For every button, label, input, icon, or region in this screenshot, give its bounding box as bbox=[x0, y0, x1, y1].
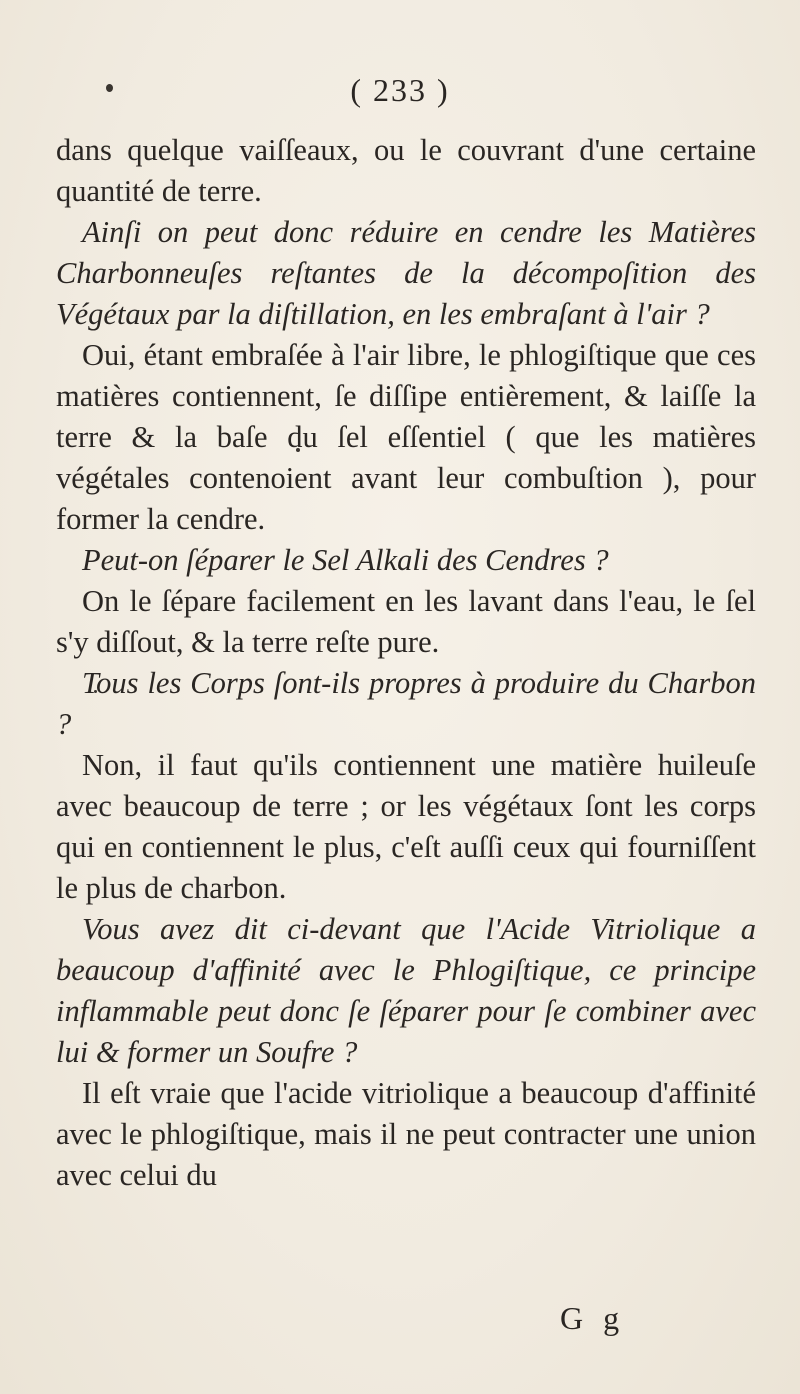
page-text bbox=[56, 130, 756, 1196]
signature-mark: G g bbox=[560, 1300, 626, 1336]
answer-1: Oui, étant embraſée à l'air libre, le phlogiſtique que ces matières contiennent, ſe diſſipe entièrement, & laiſſe la terre & la baſe du ſel eſſentiel ( que les matières végétales contenoient avant leur combuſtion ), pour former la cendre. bbox=[56, 338, 756, 536]
paragraph-continuation: dans quelque vaiſſeaux, ou le couvrant d'une certaine quantité de terre. bbox=[56, 133, 756, 208]
question-2: Peut-on ſéparer le Sel Alkali des Cendres ? bbox=[82, 543, 609, 577]
page-number: ( 233 ) bbox=[350, 72, 450, 108]
answer-3: Non, il faut qu'ils contiennent une matière huileuſe avec beaucoup de terre ; or les végétaux ſont les corps qui en contiennent le plus, c'eſt auſſi ceux qui fourniſſent le plus de charbon. bbox=[56, 748, 756, 905]
question-4: Vous avez dit ci-devant que l'Acide Vitriolique a beaucoup d'affinité avec le Phlogiſtique, ce principe inflammable peut donc ſe ſéparer pour ſe combiner avec lui & former un Soufre ? bbox=[56, 912, 756, 1069]
answer-2: On le ſépare facilement en les lavant dans l'eau, le ſel s'y diſſout, & la terre reſte pure. bbox=[56, 584, 756, 659]
answer-4: Il eſt vraie que l'acide vitriolique a beaucoup d'affinité avec le phlogiſtique, mais il ne peut contracter une union avec celui du bbox=[56, 1076, 756, 1192]
question-3: Tous les Corps ſont-ils propres à produire du Charbon ? bbox=[56, 666, 756, 741]
question-1: Ainſi on peut donc réduire en cendre les Matières Charbonneuſes reſtantes de la décompoſition des Végétaux par la diſtillation, en les embraſant à l'air ? bbox=[56, 215, 756, 331]
